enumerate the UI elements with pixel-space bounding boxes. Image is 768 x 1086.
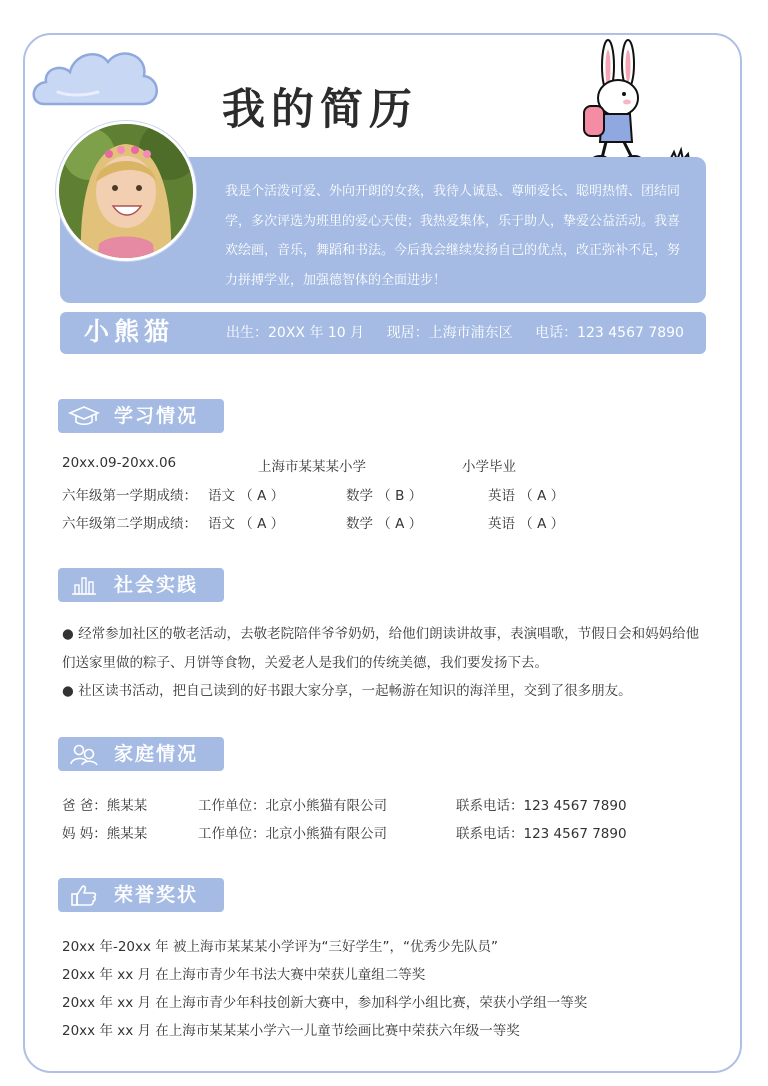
bar-chart-icon bbox=[68, 573, 100, 597]
list-item: ● 经常参加社区的敬老活动，去敬老院陪伴爷爷奶奶，给他们朗读讲故事，表演唱歌，节假日会和妈妈给他们送家里做的粽子、月饼等食物，关爱老人是我们的传统美德，我们要发扬下去。 bbox=[62, 626, 700, 671]
grade-english: 英语 （ A ） bbox=[488, 488, 565, 504]
people-icon bbox=[68, 742, 100, 766]
family-member: 妈 妈：熊某某 bbox=[62, 826, 148, 842]
student-name: 小熊猫 bbox=[84, 317, 175, 346]
honor-item: 20xx 年 xx 月 在上海市青少年科技创新大赛中，参加科学小组比赛，荣获小学组一等奖 bbox=[62, 995, 588, 1011]
section-honors-title: 荣誉奖状 bbox=[114, 884, 199, 906]
list-item: ● 社区读书活动，把自己读到的好书跟大家分享，一起畅游在知识的海洋里，交到了很多朋友。 bbox=[62, 683, 632, 699]
birth-info: 出生：20XX 年 10 月 bbox=[226, 325, 365, 341]
family-work: 工作单位：北京小熊猫有限公司 bbox=[198, 826, 387, 842]
grade-english: 英语 （ A ） bbox=[488, 516, 565, 532]
graduation-cap-icon bbox=[68, 404, 100, 428]
grade-math: 数学 （ A ） bbox=[346, 516, 423, 532]
grade-chinese: 语文 （ A ） bbox=[208, 516, 285, 532]
thumbs-up-icon bbox=[68, 883, 100, 907]
page-title: 我的简历 bbox=[222, 85, 418, 135]
profile-photo bbox=[56, 121, 196, 261]
family-member: 爸 爸：熊某某 bbox=[62, 798, 148, 814]
honor-item: 20xx 年 xx 月 在上海市青少年书法大赛中荣获儿童组二等奖 bbox=[62, 967, 426, 983]
grade-math: 数学 （ B ） bbox=[346, 488, 423, 504]
phone-info: 电话：123 4567 7890 bbox=[535, 325, 684, 341]
section-family-header bbox=[58, 737, 224, 771]
residence-info: 现居：上海市浦东区 bbox=[386, 325, 513, 341]
section-social-title: 社会实践 bbox=[114, 574, 199, 596]
family-work: 工作单位：北京小熊猫有限公司 bbox=[198, 798, 387, 814]
family-phone: 联系电话：123 4567 7890 bbox=[456, 798, 627, 814]
grade-label: 六年级第一学期成绩： bbox=[62, 488, 197, 504]
section-family-title: 家庭情况 bbox=[114, 743, 199, 765]
family-phone: 联系电话：123 4567 7890 bbox=[456, 826, 627, 842]
study-period: 20xx.09-20xx.06 bbox=[62, 455, 177, 471]
grade-chinese: 语文 （ A ） bbox=[208, 488, 285, 504]
study-status: 小学毕业 bbox=[462, 459, 516, 475]
intro-text: 我是个活泼可爱、外向开朗的女孩，我待人诚恳、尊师爱长、聪明热情、团结同学，多次评选为班里的爱心天使；我热爱集体，乐于助人，挚爱公益活动。我喜欢绘画，音乐，舞蹈和书法。今后我会继续发扬自己的优点，改正弥补不足，努力拼搏学业，加强德智体的全面进步！ bbox=[225, 184, 681, 288]
cloud-icon bbox=[28, 40, 164, 112]
section-study-title: 学习情况 bbox=[114, 405, 199, 427]
section-honors-header bbox=[58, 878, 224, 912]
personal-info bbox=[226, 322, 702, 342]
grade-label: 六年级第二学期成绩： bbox=[62, 516, 197, 532]
study-school: 上海市某某某小学 bbox=[258, 459, 366, 475]
honor-item: 20xx 年 xx 月 在上海市某某某小学六一儿童节绘画比赛中荣获六年级一等奖 bbox=[62, 1023, 520, 1039]
section-social-header bbox=[58, 568, 224, 602]
section-study-header bbox=[58, 399, 224, 433]
honor-item: 20xx 年-20xx 年 被上海市某某某小学评为“三好学生”，“优秀少先队员” bbox=[62, 939, 499, 955]
bunny-illustration bbox=[572, 36, 708, 168]
